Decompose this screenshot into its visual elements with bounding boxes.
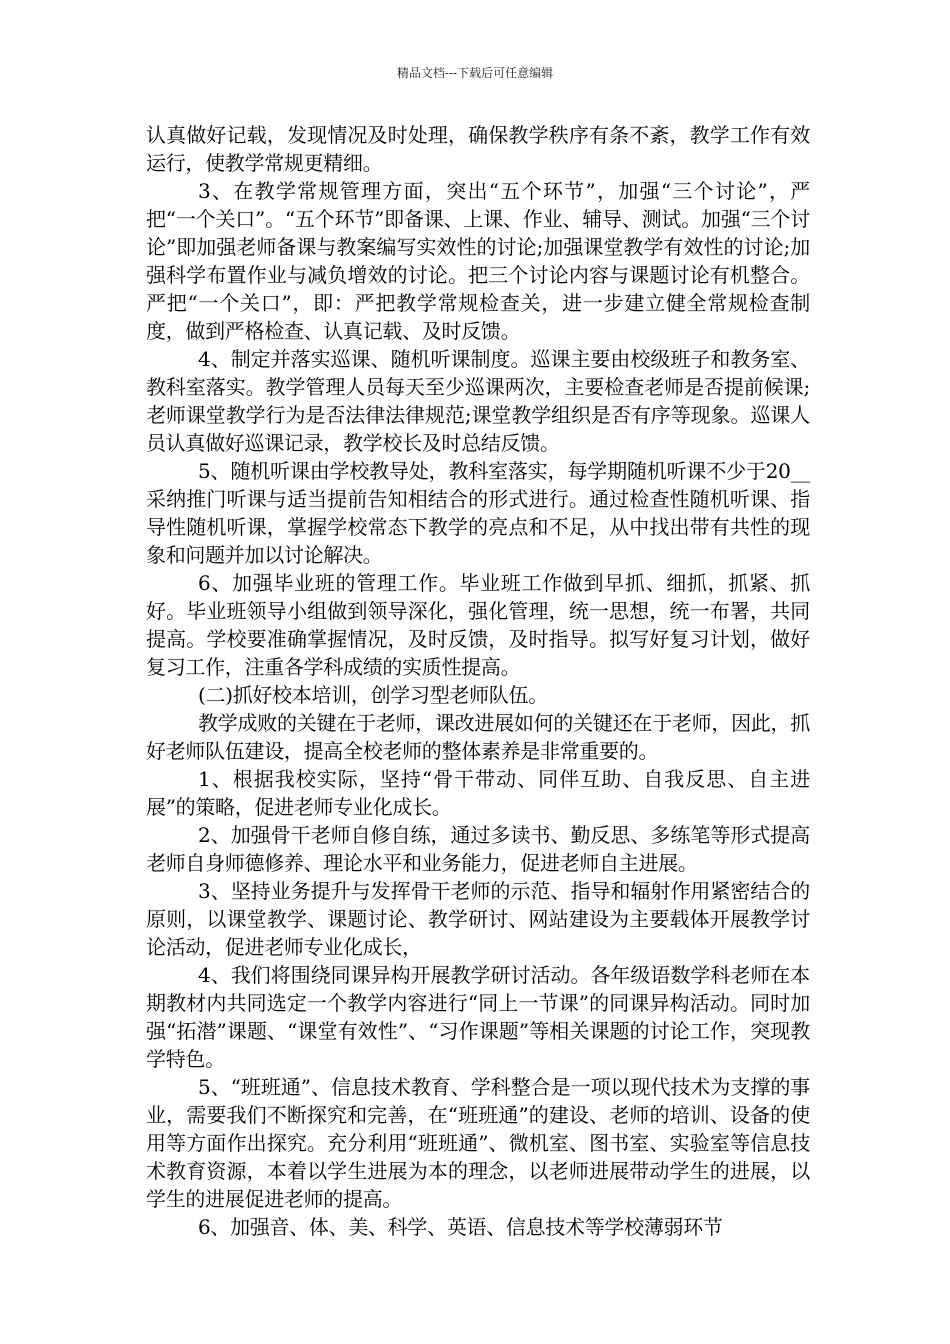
paragraph: 教学成败的关键在于老师，课改进展如何的关键还在于老师，因此，抓好老师队伍建设，提高全校老师的整体素养是非常重要的。 [146,711,810,763]
paragraph: 6、加强音、体、美、科学、英语、信息技术等学校薄弱环节 [198,1215,723,1239]
paragraph: 3、在教学常规管理方面，突出“五个环节”，加强“三个讨论”，严把“一个关口”。“五个环节”即备课、上课、作业、辅导、测试。加强“三个讨论”即加强老师备课与教案编写实效性的讨论;加强课堂教学有效性的讨论;加强科学布置作业与减负增效的讨论。把三个讨论内容与课题讨论有机整合。严把“一个关口”，即：严把教学常规检查关，进一步建立健全常规检查制度，做到严格检查、认真记载、及时反馈。 [146,179,810,343]
paragraph: 2、加强骨干老师自修自练，通过多读书、勤反思、多练笔等形式提高老师自身师德修养、理论水平和业务能力，促进老师自主进展。 [146,823,810,875]
paragraph: 5、随机听课由学校教导处，教科室落实，每学期随机听课不少于20__采纳推门听课与适当提前告知相结合的形式进行。通过检查性随机听课、指导性随机听课，掌握学校常态下教学的亮点和不足，从中找出带有共性的现象和问题并加以讨论解决。 [146,459,810,567]
paragraph: 1、根据我校实际，坚持“骨干带动、同伴互助、自我反思、自主进展”的策略，促进老师专业化成长。 [146,767,810,819]
page-header: 精品文档---下载后可任意编辑 [396,66,554,80]
paragraph: 认真做好记载，发现情况及时处理，确保教学秩序有条不紊，教学工作有效运行，使教学常规更精细。 [146,123,810,175]
document-body [146,121,810,1241]
paragraph: 6、加强毕业班的管理工作。毕业班工作做到早抓、细抓，抓紧、抓好。毕业班领导小组做到领导深化，强化管理，统一思想，统一布署，共同提高。学校要准确掌握情况，及时反馈，及时指导。拟写好复习计划，做好复习工作，注重各学科成绩的实质性提高。 [146,571,810,679]
section-heading: (二)抓好校本培训，创学习型老师队伍。 [198,683,548,707]
paragraph: 3、坚持业务提升与发挥骨干老师的示范、指导和辐射作用紧密结合的原则，以课堂教学、课题讨论、教学研讨、网站建设为主要载体开展教学讨论活动，促进老师专业化成长， [146,879,810,959]
paragraph: 4、制定并落实巡课、随机听课制度。巡课主要由校级班子和教务室、教科室落实。教学管理人员每天至少巡课两次，主要检查老师是否提前候课;老师课堂教学行为是否法律法律规范;课堂教学组织是否有序等现象。巡课人员认真做好巡课记录，教学校长及时总结反馈。 [146,347,810,455]
paragraph: 4、我们将围绕同课异构开展教学研讨活动。各年级语数学科老师在本期教材内共同选定一个教学内容进行“同上一节课”的同课异构活动。同时加强“拓潜”课题、“课堂有效性”、“习作课题”等相关课题的讨论工作，突现教学特色。 [146,963,810,1071]
paragraph: 5、“班班通”、信息技术教育、学科整合是一项以现代技术为支撑的事业，需要我们不断探究和完善，在“班班通”的建设、老师的培训、设备的使用等方面作出探究。充分利用“班班通”、微机室、图书室、实验室等信息技术教育资源，本着以学生进展为本的理念，以老师进展带动学生的进展，以学生的进展促进老师的提高。 [146,1075,810,1211]
